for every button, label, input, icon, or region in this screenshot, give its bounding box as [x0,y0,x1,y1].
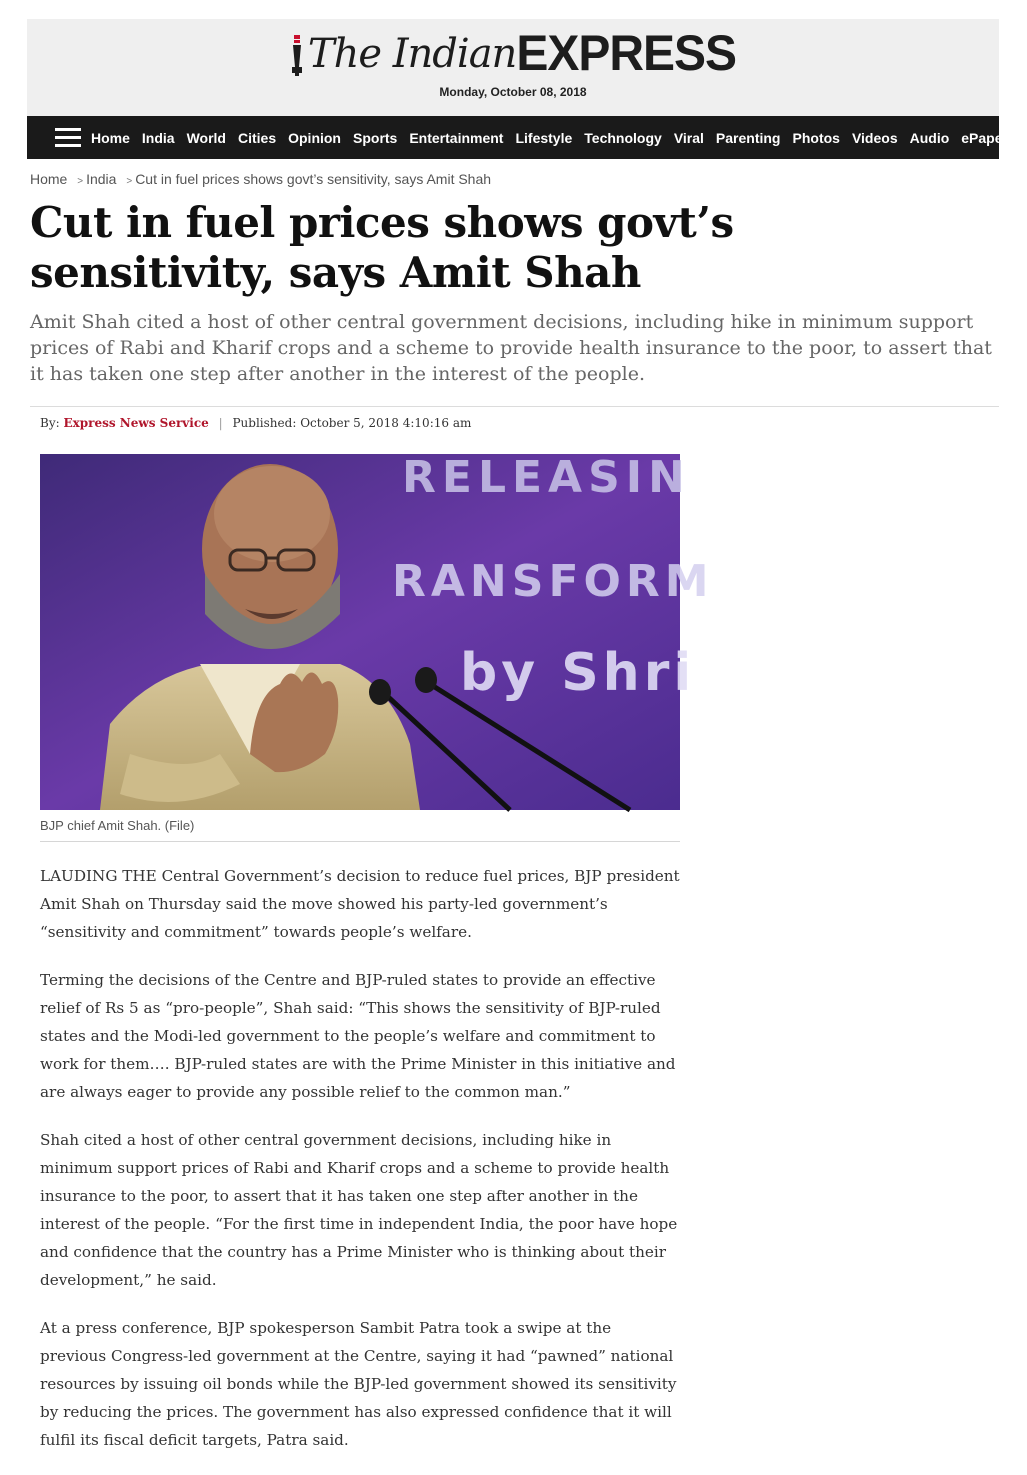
nav-item-epaper[interactable]: ePaper [961,129,1008,146]
article-headline: Cut in fuel prices shows govt’s sensitivity, says Amit Shah [30,198,734,297]
nav-item-sports[interactable]: Sports [353,129,398,146]
nav-item-india[interactable]: India [141,129,175,146]
article-paragraph: At a press conference, BJP spokesperson Sambit Patra took a swipe at the previous Congress-led government at the Centre, saying it had “pawned” national resources by issuing oil bonds while the BJP-led government showed its sensitivity by reducing the prices. The government has also expressed confidence that it will fulfil its fiscal deficit targets, Patra said. [40,1319,677,1449]
author-link[interactable]: Express News Service [63,416,209,430]
breadcrumb [30,171,491,187]
nav-item-world[interactable]: World [186,129,226,146]
backdrop-text-1: RELEASIN [402,452,691,503]
nav-item-videos[interactable]: Videos [851,129,898,146]
masthead [27,19,999,116]
nav-item-parenting[interactable]: Parenting [715,129,781,146]
nav-item-home[interactable]: Home [91,129,130,146]
logo-express: EXPRESS [516,25,737,82]
article-photo [40,452,714,810]
nav-item-cities[interactable]: Cities [237,129,277,146]
nav-item-opinion[interactable]: Opinion [288,129,341,146]
logo-the-indian: The Indian [307,31,517,77]
nav-item-viral[interactable]: Viral [673,129,704,146]
current-date: Monday, October 08, 2018 [439,85,587,99]
nav-item-audio[interactable]: Audio [909,129,950,146]
article-paragraph: Shah cited a host of other central government decisions, including hike in minimum support prices of Rabi and Kharif crops and a scheme to provide health insurance to the poor, to assert that it has taken one step after another in the interest of the people. “For the first time in independent India, the poor have hope and confidence that the country has a Prime Minister who is thinking about their development,” he said. [40,1131,678,1289]
byline [40,416,471,430]
breadcrumb-home[interactable]: Home [30,171,68,187]
nav-item-entertainment[interactable]: Entertainment [409,129,504,146]
article-synopsis: Amit Shah cited a host of other central government decisions, including hike in minimum support prices of Rabi and Kharif crops and a scheme to provide health insurance to the poor, to assert that it has taken one step after another in the interest of the people. [30,311,992,385]
byline-prefix: By: [40,416,60,430]
article-paragraph: LAUDING THE Central Government’s decision to reduce fuel prices, BJP president Amit Shah on Thursday said the move showed his party-led government’s “sensitivity and commitment” towards people’s welfare. [40,867,680,941]
article-paragraph: Terming the decisions of the Centre and BJP-ruled states to provide an effective relief of Rs 5 as “pro-people”, Shah said: “This shows the sensitivity of BJP-ruled states and the Modi-led government to the people’s welfare and commitment to work for them…. BJP-ruled states are with the Prime Minister in this initiative and are always eager to provide any possible relief to the common man.” [40,971,676,1101]
breadcrumb-current-article[interactable]: Cut in fuel prices shows govt’s sensitivity, says Amit Shah [135,171,492,187]
breadcrumb-india[interactable]: India [86,171,117,187]
byline-separator: | [218,416,223,430]
published-date: October 5, 2018 4:10:16 am [300,416,472,430]
nav-item-technology[interactable]: Technology [584,129,662,146]
nav-item-photos[interactable]: Photos [792,129,840,146]
site-logo[interactable] [27,25,999,82]
nav-items [91,116,1020,159]
article-body [40,862,680,1474]
chevron-right-icon: > [77,176,84,187]
chevron-right-icon: > [126,176,133,187]
photo-caption: BJP chief Amit Shah. (File) [40,818,195,833]
divider [30,406,999,407]
nav-item-lifestyle[interactable]: Lifestyle [515,129,573,146]
pen-nib-icon [290,33,304,77]
hamburger-menu-icon[interactable] [55,128,81,148]
caption-divider [40,841,680,842]
photo-illustration [40,452,714,810]
published-label: Published: [232,416,297,430]
main-navigation [27,116,1008,159]
backdrop-text-3: by Shri [460,643,696,703]
backdrop-text-2: RANSFORM [392,556,714,607]
